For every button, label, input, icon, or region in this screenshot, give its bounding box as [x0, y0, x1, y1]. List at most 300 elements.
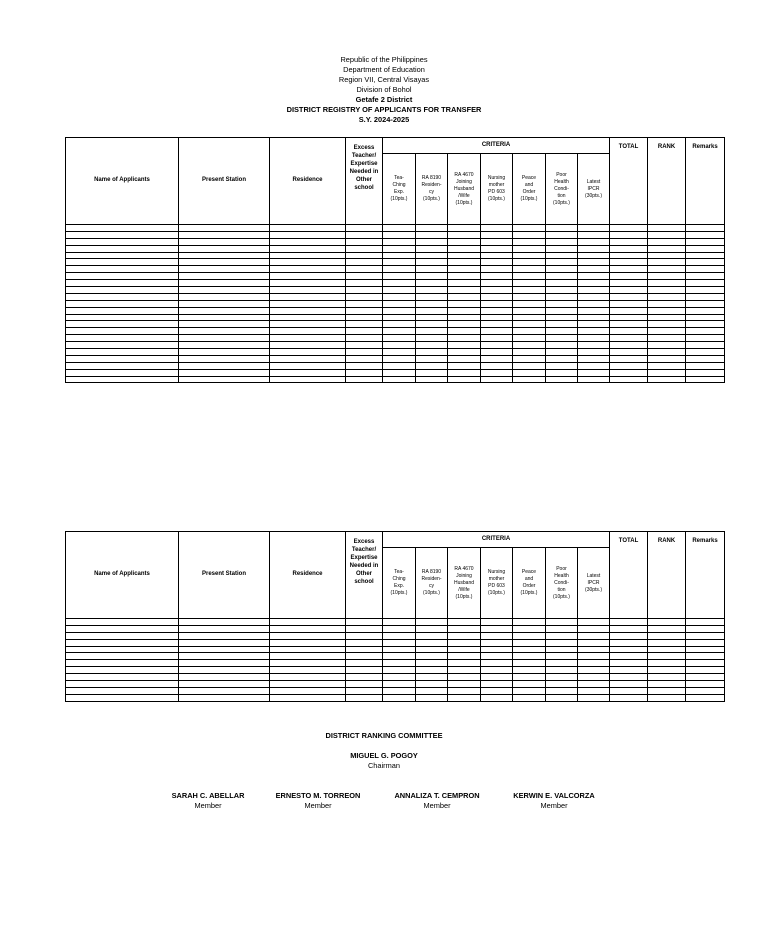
- table-cell: [179, 694, 270, 701]
- table-cell: [546, 362, 578, 369]
- table-cell: [448, 632, 481, 639]
- table-cell: [578, 280, 610, 287]
- table-cell: [270, 335, 346, 342]
- table-cell: [383, 646, 416, 653]
- table-cell: [686, 307, 725, 314]
- table-cell: [448, 266, 481, 273]
- table-cell: [578, 335, 610, 342]
- table-cell: [179, 300, 270, 307]
- table-cell: [513, 314, 546, 321]
- table-cell: [686, 321, 725, 328]
- table-cell: [448, 259, 481, 266]
- table-cell: [179, 335, 270, 342]
- table-cell: [448, 376, 481, 383]
- table-cell: [416, 231, 448, 238]
- table-cell: [416, 376, 448, 383]
- table-cell: [346, 376, 383, 383]
- criteria-column-header: Nursing mother PD 603 (10pts.): [481, 548, 513, 619]
- registry-table-2: [65, 531, 725, 702]
- table-cell: [448, 667, 481, 674]
- table-cell: [578, 646, 610, 653]
- table-cell: [66, 653, 179, 660]
- table-cell: [383, 307, 416, 314]
- table-cell: [513, 280, 546, 287]
- table-cell: [448, 639, 481, 646]
- table-cell: [179, 625, 270, 632]
- table-cell: [513, 376, 546, 383]
- table-cell: [66, 266, 179, 273]
- table-cell: [346, 355, 383, 362]
- table-cell: [416, 625, 448, 632]
- table-cell: [66, 238, 179, 245]
- table-cell: [270, 259, 346, 266]
- table-cell: [346, 625, 383, 632]
- table-cell: [416, 273, 448, 280]
- member-role: Member: [194, 801, 222, 810]
- table-cell: [66, 660, 179, 667]
- col-name-header: Name of Applicants: [66, 138, 179, 225]
- table-cell: [546, 632, 578, 639]
- table-cell: [416, 300, 448, 307]
- table-cell: [346, 273, 383, 280]
- table-cell: [513, 362, 546, 369]
- table-cell: [578, 328, 610, 335]
- table-cell: [578, 225, 610, 232]
- member-signatory: [494, 791, 614, 811]
- table-cell: [513, 307, 546, 314]
- table-cell: [648, 259, 686, 266]
- table-cell: [416, 349, 448, 356]
- table-cell: [179, 280, 270, 287]
- table-cell: [346, 674, 383, 681]
- table-cell: [416, 667, 448, 674]
- table-cell: [610, 314, 648, 321]
- table-cell: [66, 300, 179, 307]
- table-cell: [578, 349, 610, 356]
- table-cell: [610, 667, 648, 674]
- table-cell: [610, 674, 648, 681]
- table-cell: [383, 245, 416, 252]
- table-cell: [448, 300, 481, 307]
- table-cell: [481, 314, 513, 321]
- committee-title: DISTRICT RANKING COMMITTEE: [325, 731, 443, 740]
- table-cell: [513, 231, 546, 238]
- table-cell: [648, 362, 686, 369]
- table-row: [66, 660, 725, 667]
- table-cell: [416, 653, 448, 660]
- table-cell: [448, 238, 481, 245]
- table-cell: [383, 639, 416, 646]
- table-cell: [346, 287, 383, 294]
- table-cell: [513, 300, 546, 307]
- table-cell: [686, 259, 725, 266]
- table-cell: [179, 307, 270, 314]
- table-cell: [513, 245, 546, 252]
- table-cell: [481, 300, 513, 307]
- table-cell: [383, 355, 416, 362]
- table-cell: [270, 619, 346, 626]
- table-cell: [179, 639, 270, 646]
- table-row: [66, 376, 725, 383]
- table-row: [66, 355, 725, 362]
- table-cell: [448, 293, 481, 300]
- table-cell: [270, 660, 346, 667]
- table-row: [66, 266, 725, 273]
- table-cell: [179, 252, 270, 259]
- table-cell: [270, 252, 346, 259]
- table-cell: [578, 694, 610, 701]
- table-cell: [270, 307, 346, 314]
- criteria-header: CRITERIA: [383, 532, 610, 548]
- table-row: [66, 369, 725, 376]
- table-cell: [416, 321, 448, 328]
- table-row: [66, 342, 725, 349]
- col-residence-header: Residence: [270, 138, 346, 225]
- table-cell: [481, 225, 513, 232]
- table-cell: [66, 328, 179, 335]
- table-cell: [513, 266, 546, 273]
- table-row: [66, 632, 725, 639]
- table-cell: [610, 231, 648, 238]
- table-cell: [66, 335, 179, 342]
- table-cell: [578, 674, 610, 681]
- header-republic: Republic of the Philippines: [340, 55, 428, 64]
- table-cell: [270, 625, 346, 632]
- table-cell: [648, 625, 686, 632]
- criteria-column-header: RA 8190 Residen- cy (10pts.): [416, 548, 448, 619]
- table-cell: [578, 687, 610, 694]
- table-cell: [66, 639, 179, 646]
- col-remarks-header: Remarks: [686, 138, 725, 225]
- table-cell: [648, 639, 686, 646]
- table-cell: [346, 369, 383, 376]
- table-cell: [448, 681, 481, 688]
- table-cell: [270, 280, 346, 287]
- table-cell: [513, 238, 546, 245]
- member-signatory: [258, 791, 378, 811]
- table-cell: [513, 259, 546, 266]
- table-cell: [66, 694, 179, 701]
- table-cell: [346, 293, 383, 300]
- committee-block: [0, 731, 768, 741]
- table-cell: [270, 300, 346, 307]
- table-cell: [270, 369, 346, 376]
- table-cell: [481, 293, 513, 300]
- table-cell: [66, 355, 179, 362]
- table-cell: [648, 376, 686, 383]
- table-cell: [513, 355, 546, 362]
- table-cell: [448, 328, 481, 335]
- table-row: [66, 349, 725, 356]
- table-cell: [448, 660, 481, 667]
- table-cell: [578, 231, 610, 238]
- table-cell: [686, 266, 725, 273]
- table-cell: [383, 342, 416, 349]
- document-title: DISTRICT REGISTRY OF APPLICANTS FOR TRANSFER: [286, 105, 482, 114]
- table-cell: [270, 328, 346, 335]
- table-row: [66, 619, 725, 626]
- col-excess-header: Excess Teacher/ Expertise Needed in Other school: [346, 532, 383, 619]
- table-cell: [513, 335, 546, 342]
- table-cell: [383, 280, 416, 287]
- table-cell: [481, 349, 513, 356]
- table-cell: [346, 653, 383, 660]
- table-cell: [513, 687, 546, 694]
- table-cell: [179, 619, 270, 626]
- table-cell: [179, 293, 270, 300]
- table-cell: [481, 632, 513, 639]
- table-cell: [448, 314, 481, 321]
- table-cell: [686, 231, 725, 238]
- table-cell: [383, 369, 416, 376]
- table-cell: [346, 245, 383, 252]
- table-cell: [383, 328, 416, 335]
- table-cell: [416, 245, 448, 252]
- table-cell: [179, 328, 270, 335]
- table-cell: [66, 376, 179, 383]
- table-cell: [66, 342, 179, 349]
- table-cell: [481, 362, 513, 369]
- table-cell: [578, 632, 610, 639]
- table-cell: [546, 342, 578, 349]
- table-cell: [346, 362, 383, 369]
- table-cell: [686, 687, 725, 694]
- table-cell: [66, 280, 179, 287]
- table-cell: [686, 225, 725, 232]
- table-row: [66, 639, 725, 646]
- table-cell: [179, 349, 270, 356]
- table-cell: [546, 660, 578, 667]
- table-cell: [481, 280, 513, 287]
- table-cell: [66, 646, 179, 653]
- table-cell: [578, 307, 610, 314]
- table-cell: [546, 376, 578, 383]
- table-cell: [648, 653, 686, 660]
- table-row: [66, 280, 725, 287]
- table-cell: [66, 619, 179, 626]
- table-cell: [416, 259, 448, 266]
- table-cell: [481, 342, 513, 349]
- table-cell: [686, 632, 725, 639]
- table-row: [66, 287, 725, 294]
- table-cell: [346, 335, 383, 342]
- table-cell: [513, 328, 546, 335]
- table-cell: [513, 273, 546, 280]
- col-station-header: Present Station: [179, 138, 270, 225]
- table-cell: [610, 625, 648, 632]
- table-cell: [546, 681, 578, 688]
- table-cell: [416, 674, 448, 681]
- table-cell: [610, 342, 648, 349]
- table-cell: [416, 342, 448, 349]
- table-cell: [270, 266, 346, 273]
- table-cell: [610, 328, 648, 335]
- table-cell: [416, 694, 448, 701]
- table-cell: [346, 280, 383, 287]
- table-cell: [346, 632, 383, 639]
- table-cell: [346, 667, 383, 674]
- table-cell: [416, 307, 448, 314]
- table-cell: [66, 667, 179, 674]
- table-cell: [686, 349, 725, 356]
- table-cell: [610, 639, 648, 646]
- table-cell: [346, 349, 383, 356]
- table-cell: [416, 287, 448, 294]
- table-cell: [66, 273, 179, 280]
- table-row: [66, 300, 725, 307]
- table-cell: [610, 287, 648, 294]
- table-cell: [686, 674, 725, 681]
- table-cell: [686, 646, 725, 653]
- table-cell: [610, 245, 648, 252]
- table-cell: [448, 342, 481, 349]
- col-name-header: Name of Applicants: [66, 532, 179, 619]
- table-cell: [383, 266, 416, 273]
- table-row: [66, 687, 725, 694]
- table-cell: [546, 280, 578, 287]
- table-cell: [346, 619, 383, 626]
- header-district: Getafe 2 District: [355, 95, 413, 104]
- table-cell: [270, 349, 346, 356]
- table-cell: [383, 252, 416, 259]
- table-cell: [66, 252, 179, 259]
- table-cell: [546, 314, 578, 321]
- table-cell: [648, 252, 686, 259]
- table-cell: [270, 225, 346, 232]
- table-cell: [448, 674, 481, 681]
- table-cell: [610, 335, 648, 342]
- member-role: Member: [540, 801, 568, 810]
- table-cell: [686, 300, 725, 307]
- table-cell: [270, 632, 346, 639]
- table-cell: [686, 293, 725, 300]
- table-cell: [346, 314, 383, 321]
- criteria-column-header: Latest IPCR (30pts.): [578, 154, 610, 225]
- table-cell: [383, 259, 416, 266]
- table-cell: [578, 266, 610, 273]
- table-cell: [481, 355, 513, 362]
- table-cell: [686, 362, 725, 369]
- table-cell: [686, 653, 725, 660]
- table-cell: [610, 273, 648, 280]
- col-total-header: TOTAL: [610, 138, 648, 225]
- table-row: [66, 667, 725, 674]
- table-cell: [610, 349, 648, 356]
- table-cell: [686, 314, 725, 321]
- table-row: [66, 231, 725, 238]
- table-cell: [481, 273, 513, 280]
- table-cell: [546, 300, 578, 307]
- registry-table-1: [65, 137, 725, 383]
- table-cell: [416, 252, 448, 259]
- table-cell: [383, 653, 416, 660]
- table-cell: [270, 694, 346, 701]
- table-cell: [686, 694, 725, 701]
- criteria-column-header: Tea- Ching Exp. (10pts.): [383, 548, 416, 619]
- table-cell: [686, 280, 725, 287]
- table-cell: [610, 653, 648, 660]
- table-cell: [481, 307, 513, 314]
- table-cell: [686, 639, 725, 646]
- table-cell: [448, 252, 481, 259]
- table-cell: [448, 273, 481, 280]
- table-cell: [686, 273, 725, 280]
- table-cell: [448, 625, 481, 632]
- table-cell: [346, 328, 383, 335]
- table-cell: [578, 376, 610, 383]
- table-cell: [546, 287, 578, 294]
- table-cell: [416, 280, 448, 287]
- table-cell: [383, 273, 416, 280]
- table-cell: [346, 694, 383, 701]
- member-name: KERWIN E. VALCORZA: [513, 791, 595, 800]
- table-cell: [610, 225, 648, 232]
- member-role: Member: [304, 801, 332, 810]
- table-cell: [481, 259, 513, 266]
- table-cell: [648, 342, 686, 349]
- table-cell: [610, 681, 648, 688]
- table-cell: [270, 653, 346, 660]
- table-cell: [66, 362, 179, 369]
- table-cell: [383, 674, 416, 681]
- table-cell: [383, 667, 416, 674]
- table-cell: [66, 259, 179, 266]
- table-cell: [448, 349, 481, 356]
- table-cell: [648, 266, 686, 273]
- table-cell: [179, 632, 270, 639]
- table-cell: [179, 238, 270, 245]
- table-cell: [383, 314, 416, 321]
- table-cell: [481, 245, 513, 252]
- table-cell: [481, 376, 513, 383]
- table-cell: [179, 314, 270, 321]
- table-cell: [383, 687, 416, 694]
- header-department: Department of Education: [343, 65, 425, 74]
- header-region: Region VII, Central Visayas: [338, 75, 430, 84]
- table-cell: [416, 639, 448, 646]
- member-name: SARAH C. ABELLAR: [171, 791, 245, 800]
- table-cell: [66, 231, 179, 238]
- table-cell: [648, 355, 686, 362]
- table-cell: [513, 369, 546, 376]
- table-cell: [546, 646, 578, 653]
- table-cell: [648, 238, 686, 245]
- table-cell: [481, 639, 513, 646]
- table-cell: [686, 287, 725, 294]
- table-row: [66, 252, 725, 259]
- table-cell: [648, 321, 686, 328]
- table-cell: [481, 238, 513, 245]
- table-cell: [578, 681, 610, 688]
- table-cell: [610, 694, 648, 701]
- table-cell: [383, 376, 416, 383]
- table-cell: [648, 687, 686, 694]
- table-cell: [648, 335, 686, 342]
- table-cell: [610, 362, 648, 369]
- table-cell: [610, 321, 648, 328]
- table-cell: [513, 646, 546, 653]
- table-cell: [481, 287, 513, 294]
- table-cell: [66, 321, 179, 328]
- table-cell: [346, 321, 383, 328]
- table-cell: [383, 625, 416, 632]
- table-cell: [270, 687, 346, 694]
- table-row: [66, 362, 725, 369]
- table-cell: [179, 667, 270, 674]
- table-cell: [546, 245, 578, 252]
- table-cell: [610, 376, 648, 383]
- table-cell: [448, 653, 481, 660]
